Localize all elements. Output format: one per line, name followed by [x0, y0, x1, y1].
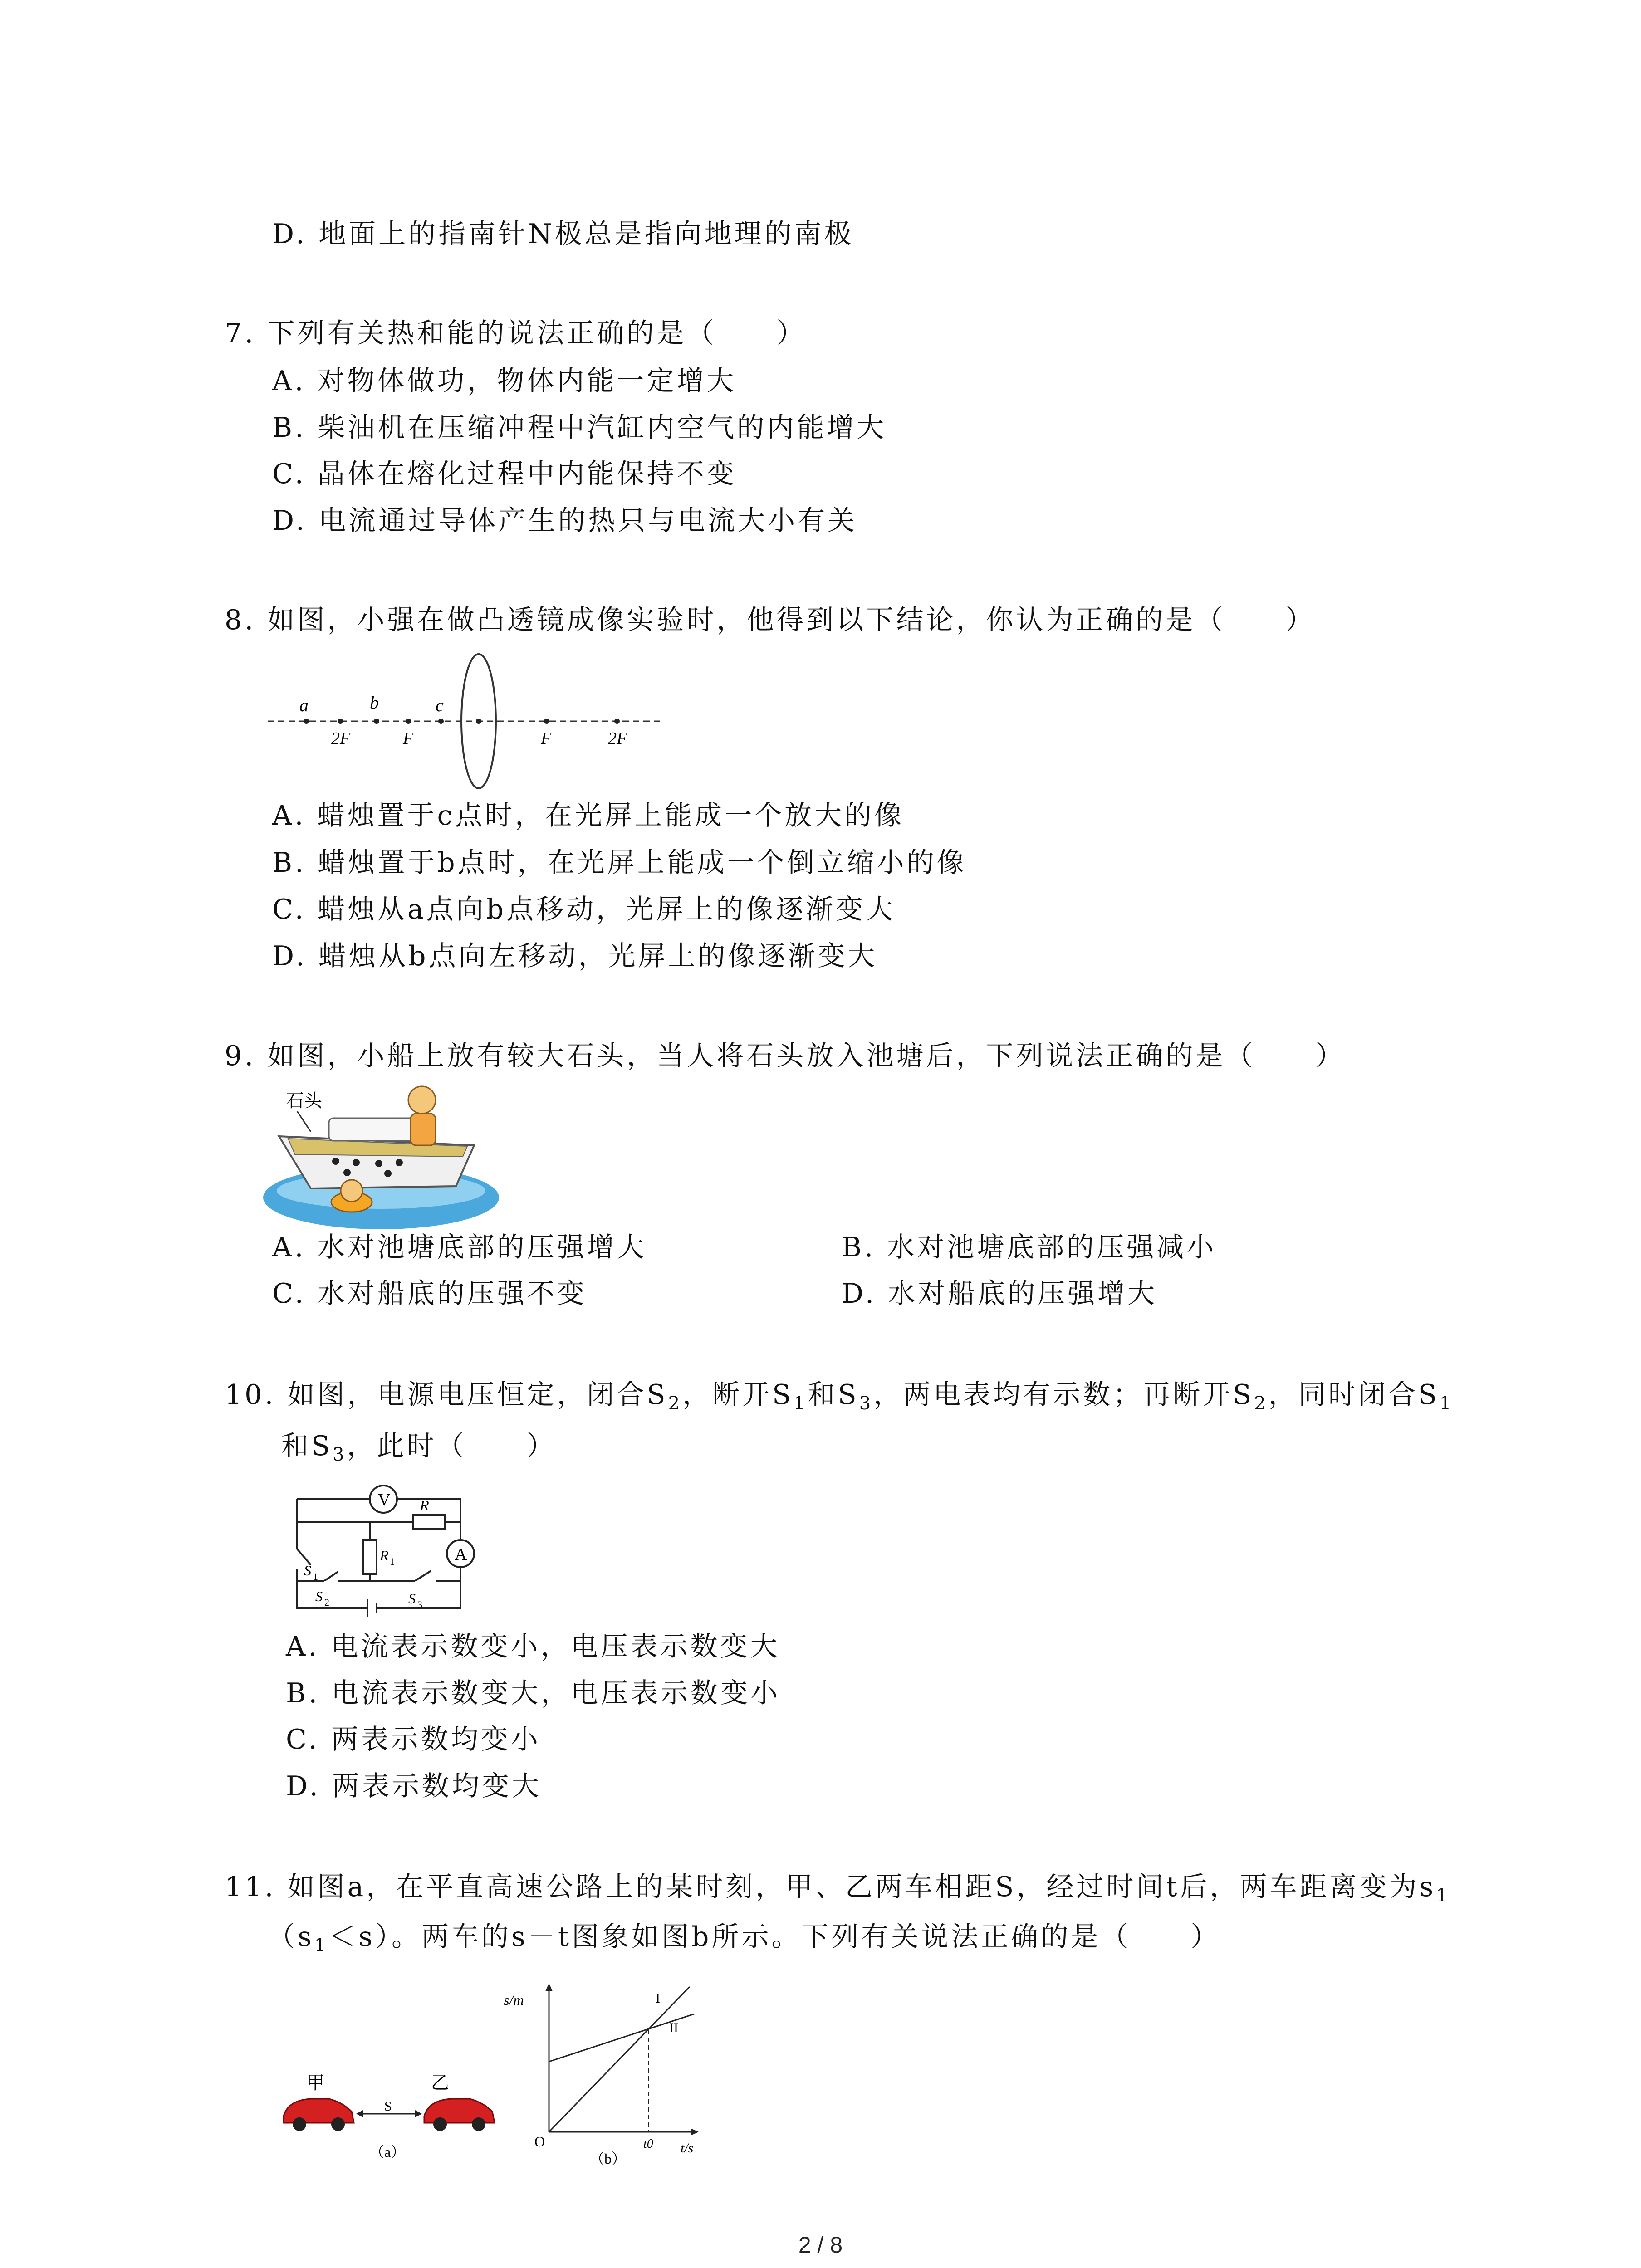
q8-point-2f-right: [614, 719, 620, 724]
q11-car-jia-label: 甲: [306, 2072, 324, 2093]
q8-label-2f-right: 2F: [608, 729, 627, 748]
q10-circuit-figure: [279, 1472, 515, 1622]
q8-option-c: C. 蜡烛从a点向b点移动，光屏上的像逐渐变大: [272, 894, 896, 925]
page-number: 2 / 8: [798, 2232, 843, 2258]
q10-s1-label: S: [304, 1562, 311, 1579]
q10-r1-label: R: [380, 1547, 389, 1564]
q10-s3-label: S: [408, 1590, 416, 1607]
q8-option-b: B. 蜡烛置于b点时，在光屏上能成一个倒立缩小的像: [272, 847, 967, 879]
svg-text:2: 2: [324, 1597, 329, 1608]
q11-xlabel: t/s: [681, 2141, 694, 2156]
q8-point-2f-left: [338, 719, 343, 724]
q8-point-c: [438, 719, 444, 724]
q11-car-yi-label: 乙: [431, 2072, 449, 2093]
q8-label-c: c: [436, 695, 444, 715]
q8-label-2f-left: 2F: [331, 729, 351, 748]
q10-option-b: B. 电流表示数变大，电压表示数变小: [286, 1677, 781, 1709]
q11-caption-a: （a）: [370, 2144, 406, 2160]
q7-option-b: B. 柴油机在压缩冲程中汽缸内空气的内能增大: [272, 412, 887, 444]
q10-r-label: R: [420, 1497, 429, 1514]
q7-option-a: A. 对物体做功，物体内能一定增大: [272, 365, 737, 397]
q11-car-jia: [284, 2099, 354, 2131]
q9-option-a: A. 水对池塘底部的压强增大: [272, 1232, 647, 1263]
q11-figure-a: [279, 2062, 510, 2170]
q10-voltmeter-label: V: [378, 1491, 391, 1510]
q10-option-c: C. 两表示数均变小: [286, 1724, 541, 1755]
q8-option-d: D. 蜡烛从b点向左移动，光屏上的像逐渐变大: [272, 940, 878, 972]
q7-option-d: D. 电流通过导体产生的热只与电流大小有关: [272, 505, 858, 537]
q8-label-b: b: [370, 692, 379, 713]
q10-stem-line2: 和$S_3$，此时（ ）: [281, 1430, 557, 1465]
q11-line-1-label: I: [656, 1991, 660, 2006]
q11-stem-line2: $(s_1<s)$。两车的s－t图象如图b所示。下列有关说法正确的是（ ）: [268, 1921, 1221, 1956]
svg-text:1: 1: [390, 1556, 395, 1567]
q10-option-d: D. 两表示数均变大: [286, 1770, 542, 1802]
q8-lens-figure: [268, 649, 667, 798]
q8-point-b: [374, 719, 379, 724]
q11-origin: O: [534, 2133, 545, 2150]
q9-option-c: C. 水对船底的压强不变: [272, 1278, 587, 1310]
q7-stem: 7. 下列有关热和能的说法正确的是（ ）: [225, 318, 807, 349]
svg-text:3: 3: [417, 1599, 422, 1610]
q8-point-a: [304, 719, 309, 724]
q8-label-f-right: F: [541, 729, 552, 748]
q8-option-a: A. 蜡烛置于c点时，在光屏上能成一个放大的像: [272, 800, 905, 831]
q11-distance-label: S: [384, 2099, 392, 2114]
q9-stone-label: 石头: [286, 1090, 322, 1111]
q8-stem: 8. 如图，小强在做凸透镜成像实验时，他得到以下结论，你认为正确的是（ ）: [225, 604, 1316, 636]
q11-line-2-label: II: [669, 2020, 678, 2035]
q7-option-c: C. 晶体在熔化过程中内能保持不变: [272, 458, 737, 490]
q9-stem: 9. 如图，小船上放有较大石头，当人将石头放入池塘后，下列说法正确的是（ ）: [225, 1040, 1346, 1072]
q8-point-f-right: [544, 719, 549, 724]
q11-stem-line1: 11. 如图a，在平直高速公路上的某时刻，甲、乙两车相距S，经过时间t后，两车距离变为$s_1$: [225, 1871, 1450, 1906]
q10-stem-line1: 10. 如图，电源电压恒定，闭合$S_2$，断开$S_1$和$S_3$，两电表均有示数；再断开$S_2$，同时闭合$S_1$: [225, 1379, 1454, 1414]
svg-text:1: 1: [313, 1571, 318, 1582]
q10-ammeter-label: A: [455, 1545, 467, 1564]
q9-boat-figure: [261, 1082, 501, 1232]
q10-s2-label: S: [315, 1588, 323, 1604]
q8-label-a: a: [299, 695, 309, 715]
q6-option-d: D. 地面上的指南针N极总是指向地理的南极: [272, 218, 854, 250]
q11-t0-label: t0: [643, 2137, 653, 2151]
q8-point-f-left: [406, 719, 411, 724]
q10-option-a: A. 电流表示数变小，电压表示数变大: [286, 1631, 780, 1662]
q11-line-1: [549, 1987, 690, 2132]
q11-ylabel: s/m: [504, 1992, 524, 2008]
q11-caption-b: （b）: [590, 2151, 627, 2167]
q8-label-f-left: F: [403, 729, 414, 748]
q11-car-yi: [424, 2099, 495, 2131]
q9-option-b: B. 水对池塘底部的压强减小: [842, 1232, 1217, 1263]
q11-figure-b-graph: [499, 1978, 708, 2168]
q9-option-d: D. 水对船底的压强增大: [842, 1278, 1158, 1310]
